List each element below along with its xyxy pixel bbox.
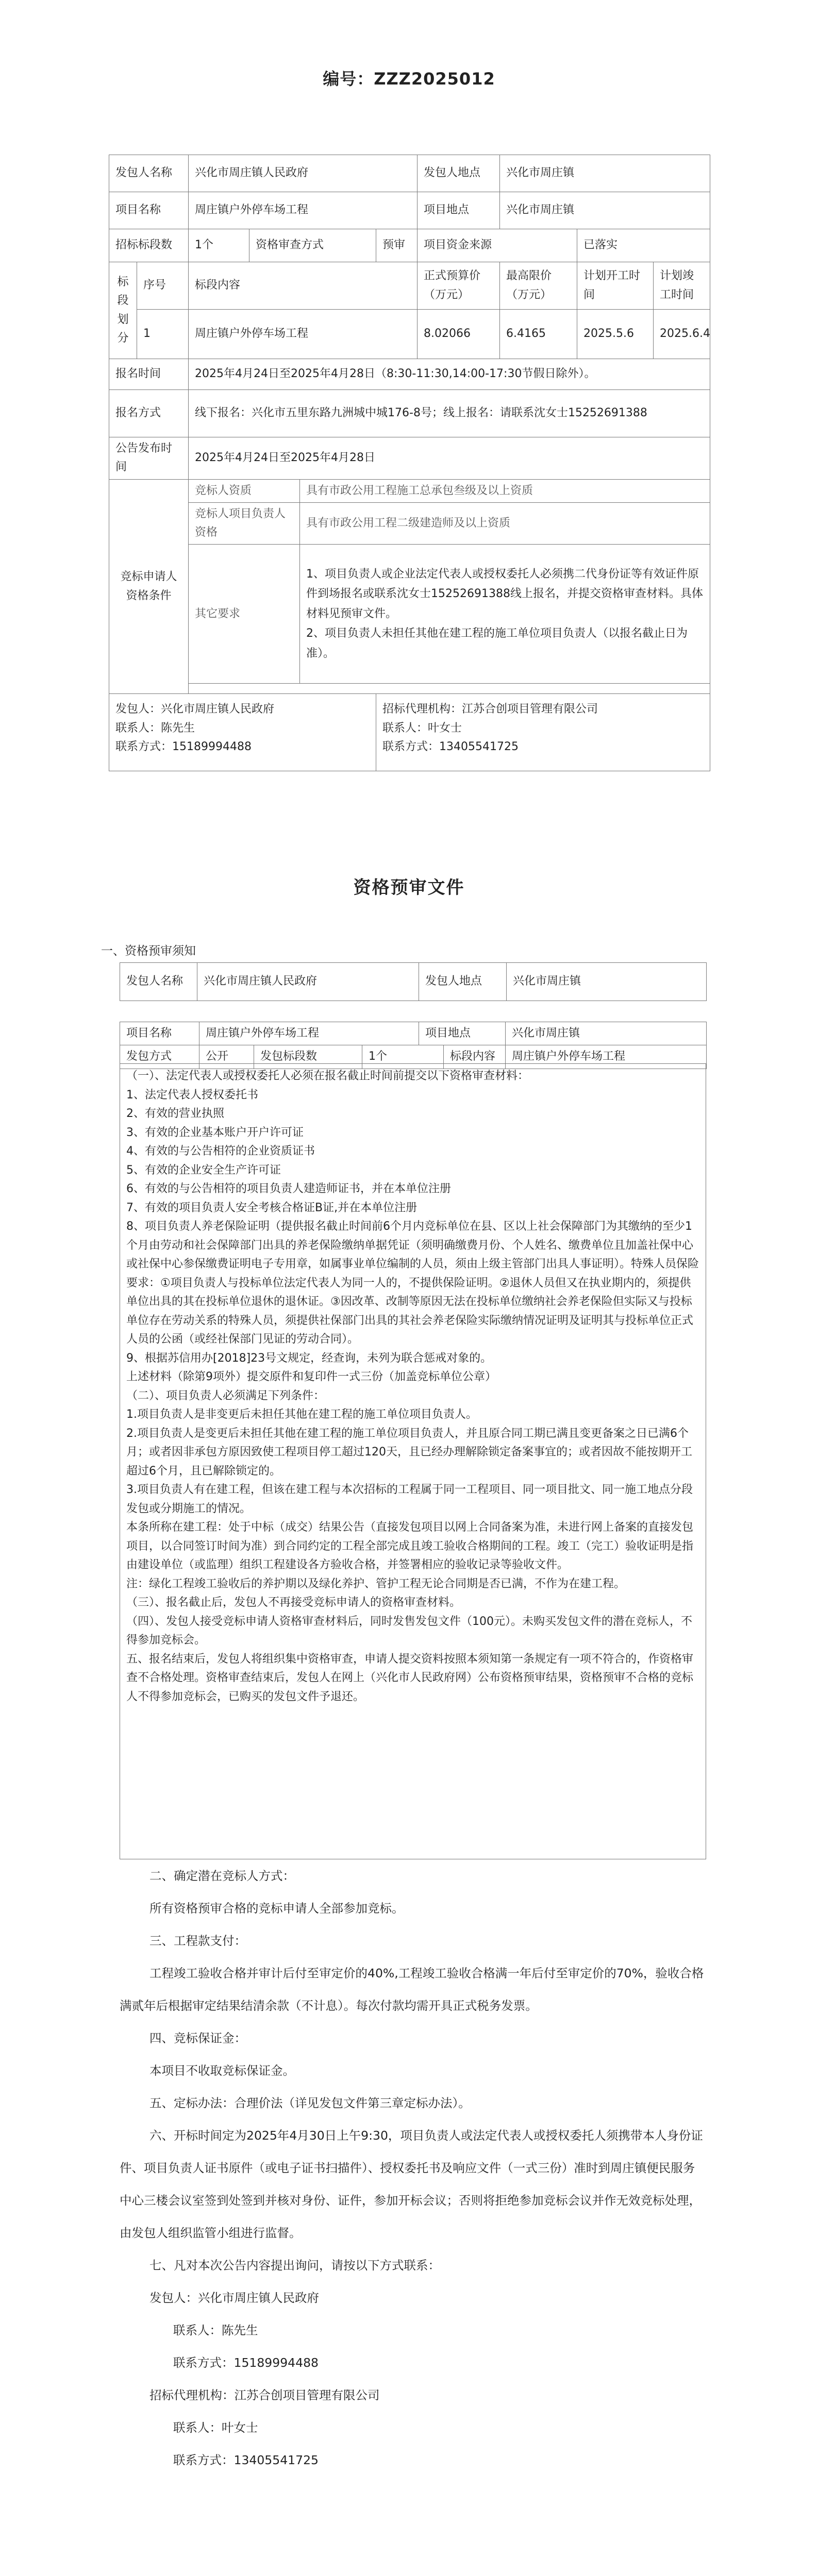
header-budget: 正式预算价（万元） bbox=[418, 262, 500, 310]
t3-project-name-label: 项目名称 bbox=[120, 1022, 199, 1045]
tail-paragraph: 六、开标时间定为2025年4月30日上午9:30，项目负责人或法定代表人或授权委托人须携带本人身份证件、项目负责人证书原件（或电子证书扫描件）、授权委托书及响应文件（一式三份）准时到周庄镇便民服务中心三楼会议室签到处签到并核对身份、证件，参加开标会议；否则将拒绝参加竞标会议并作无效竞标处理，由发包人组织监管小组进行监督。 bbox=[120, 2128, 703, 2240]
project-location-value: 兴化市周庄镇 bbox=[500, 192, 710, 229]
t2-employer-value: 兴化市周庄镇人民政府 bbox=[197, 963, 419, 1001]
review-method-label: 资格审查方式 bbox=[249, 229, 376, 262]
signup-method-label: 报名方式 bbox=[109, 390, 189, 437]
requirement-line: 3.项目负责人有在建工程，但该在建工程与本次招标的工程属于同一工程项目、同一项目批文、同一施工地点分段发包或分期施工的情况。 bbox=[126, 1483, 693, 1515]
t3-project-location-value: 兴化市周庄镇 bbox=[506, 1022, 707, 1045]
requirement-line: （三）、报名截止后，发包人不再接受竞标申请人的资格审查材料。 bbox=[126, 1596, 461, 1609]
document-number: 编号：ZZZ2025012 bbox=[323, 69, 495, 89]
fund-source-value: 已落实 bbox=[577, 229, 710, 262]
requirement-line: 4、有效的与公告相符的企业资质证书 bbox=[126, 1145, 315, 1158]
header-end: 计划竣工时间 bbox=[654, 262, 710, 310]
requirement-line: 上述材料（除第9项外）提交原件和复印件一式三份（加盖竞标单位公章） bbox=[126, 1370, 496, 1383]
signup-method-value: 线下报名：兴化市五里东路九洲城中城176-8号；线上报名：请联系沈女士15252691388 bbox=[189, 390, 710, 437]
lot-division-label: 标段划分 bbox=[109, 262, 137, 359]
header-content: 标段内容 bbox=[189, 262, 418, 310]
requirement-line: 五、报名结束后，发包人将组织集中资格审查，申请人提交资料按照本须知第一条规定有一项不符合的，作资格审查不合格处理。资格审查结束后，发包人在网上（兴化市人民政府网）公布资格预审结果，资格预审不合格的竞标人不得参加竞标会，已购买的发包文件予退还。 bbox=[126, 1652, 694, 1703]
tail-paragraph: 所有资格预审合格的竞标申请人全部参加竞标。 bbox=[149, 1901, 404, 1916]
requirement-line: 6、有效的与公告相符的项目负责人建造师证书，并在本单位注册 bbox=[126, 1182, 451, 1195]
lot-seq: 1 bbox=[137, 310, 189, 359]
t3-project-name-value: 周庄镇户外停车场工程 bbox=[199, 1022, 419, 1045]
requirement-line: 1.项目负责人是非变更后未担任其他在建工程的施工单位项目负责人。 bbox=[126, 1408, 477, 1421]
employer-location-value: 兴化市周庄镇 bbox=[500, 155, 710, 192]
requirement-line: 9、根据苏信用办[2018]23号文规定，经查询，未列为联合惩戒对象的。 bbox=[126, 1351, 492, 1365]
signup-time-label: 报名时间 bbox=[109, 359, 189, 390]
prequal-tail-section bbox=[120, 1860, 706, 2477]
project-location-label: 项目地点 bbox=[418, 192, 500, 229]
lot-count-label: 招标标段数 bbox=[109, 229, 189, 262]
contact-left bbox=[109, 694, 376, 771]
lot-budget: 8.02066 bbox=[418, 310, 500, 359]
bidder-qual-label: 竞标人资质 bbox=[189, 479, 300, 502]
prequal-title: 资格预审文件 bbox=[353, 877, 465, 898]
t3-contract-value: 公开 bbox=[199, 1045, 254, 1069]
bidder-qual-value: 具有市政公用工程施工总承包叁级及以上资质 bbox=[300, 479, 710, 502]
t3-lot-content-label: 标段内容 bbox=[444, 1045, 506, 1069]
requirement-line: （一）、法定代表人或授权委托人必须在报名截止时间前提交以下资格审查材料： bbox=[126, 1070, 529, 1082]
tail-paragraph: 联系人：叶女士 bbox=[173, 2420, 258, 2435]
contact-agency-person: 联系人：叶女士 bbox=[382, 721, 462, 735]
employer-value: 兴化市周庄镇人民政府 bbox=[189, 155, 418, 192]
project-name-value: 周庄镇户外停车场工程 bbox=[189, 192, 418, 229]
signup-time-value: 2025年4月24日至2025年4月28日（8:30-11:30,14:00-17:30节假日除外）。 bbox=[189, 359, 710, 390]
spacer-cell bbox=[189, 684, 710, 694]
lot-cap: 6.4165 bbox=[500, 310, 577, 359]
t2-location-value: 兴化市周庄镇 bbox=[507, 963, 707, 1001]
contact-employer-phone: 联系方式：15189994488 bbox=[115, 740, 252, 754]
t3-contract-label: 发包方式 bbox=[120, 1045, 199, 1069]
requirement-line: 8、项目负责人养老保险证明（提供报名截止时间前6个月内竞标单位在县、区以上社会保障部门为其缴纳的至少1个月由劳动和社会保障部门出具的养老保险缴纳单据凭证（须明确缴费月份、个人姓名、缴费单位且加盖社保中心或社保中心参保缴费证明电子专用章，如属事业单位编制的人员，须由上级主管部门出具人事证明）。特殊人员保险要求：①项目负责人与投标单位法定代表人为同一人的，不提供保险证明。②退休人员但又在执业期内的，须提供单位出具的其在投标单位退休的退休证。③因改革、改制等原因无法在投标单位缴纳社会养老保险但实际又与投标单位存在劳动关系的特殊人员，须提供社保部门出具的其社会养老保险实际缴纳情况证明及证明其与投标单位正式人员的公函（或经社保部门见证的劳动合同）。 bbox=[126, 1220, 699, 1346]
tail-paragraph: 联系方式：15189994488 bbox=[173, 2355, 319, 2370]
contact-agency-phone: 联系方式：13405541725 bbox=[382, 740, 519, 754]
t2-employer-label: 发包人名称 bbox=[120, 963, 197, 1001]
requirement-line: （四）、发包人接受竞标申请人资格审查材料后，同时发售发包文件（100元）。未购买发包文件的潜在竞标人，不得参加竞标会。 bbox=[126, 1615, 692, 1647]
requirement-line: 注：绿化工程竣工验收后的养护期以及绿化养护、管护工程无论合同期是否已满，不作为在建工程。 bbox=[126, 1577, 626, 1590]
contact-employer-person: 联系人：陈先生 bbox=[115, 721, 195, 735]
header-start: 计划开工时间 bbox=[577, 262, 654, 310]
tail-paragraph: 本项目不收取竞标保证金。 bbox=[149, 2063, 295, 2078]
contact-employer: 发包人：兴化市周庄镇人民政府 bbox=[115, 703, 275, 716]
requirement-line: 5、有效的企业安全生产许可证 bbox=[126, 1163, 281, 1177]
other-req-label: 其它要求 bbox=[189, 545, 300, 684]
pm-qual-label: 竞标人项目负责人资格 bbox=[189, 502, 300, 545]
qualification-label: 竞标申请人资格条件 bbox=[109, 479, 189, 694]
requirement-line: 2、有效的营业执照 bbox=[126, 1107, 224, 1120]
requirement-line: 1、法定代表人授权委托书 bbox=[126, 1088, 258, 1101]
tail-paragraph: 发包人：兴化市周庄镇人民政府 bbox=[149, 2291, 319, 2305]
pm-qual-value: 具有市政公用工程二级建造师及以上资质 bbox=[300, 502, 710, 545]
requirement-line: 3、有效的企业基本账户开户许可证 bbox=[126, 1126, 304, 1139]
header-seq: 序号 bbox=[137, 262, 189, 310]
tail-paragraph: 七、凡对本次公告内容提出询问，请按以下方式联系： bbox=[149, 2258, 440, 2273]
requirement-line: 本条所称在建工程：处于中标（成交）结果公告（直接发包项目以网上合同备案为准，未进行网上备案的直接发包项目，以合同签订时间为准）到合同约定的工程全部完成且竣工验收合格期间的工程。竣工（完工）验收证明是指由建设单位（或监理）组织工程建设各方验收合格，并签署相应的验收记录等验收文件。 bbox=[126, 1521, 694, 1571]
publish-period-value: 2025年4月24日至2025年4月28日 bbox=[189, 437, 710, 480]
t3-lot-content-value: 周庄镇户外停车场工程 bbox=[506, 1045, 707, 1069]
employer-label: 发包人名称 bbox=[109, 155, 189, 192]
requirement-line: （二）、项目负责人必须满足下列条件： bbox=[126, 1389, 325, 1402]
prequal-employer-table bbox=[120, 962, 707, 1001]
tail-paragraph: 联系方式：13405541725 bbox=[173, 2453, 319, 2467]
other-req-2: 2、项目负责人未担任其他在建工程的施工单位项目负责人（以报名截止日为准）。 bbox=[306, 627, 688, 660]
header-cap: 最高限价（万元） bbox=[500, 262, 577, 310]
t3-project-location-label: 项目地点 bbox=[419, 1022, 506, 1045]
lot-start: 2025.5.6 bbox=[577, 310, 654, 359]
fund-source-label: 项目资金来源 bbox=[418, 229, 577, 262]
prequal-project-table bbox=[120, 1022, 707, 1069]
tail-paragraph: 招标代理机构：江苏合创项目管理有限公司 bbox=[149, 2388, 380, 2402]
other-req-1: 1、项目负责人或企业法定代表人或授权委托人必须携二代身份证等有效证件原件到场报名或联系沈女士15252691388线上报名，并提交资格审查材料。具体材料见预审文件。 bbox=[306, 567, 703, 620]
review-method-value: 预审 bbox=[376, 229, 418, 262]
project-name-label: 项目名称 bbox=[109, 192, 189, 229]
tail-paragraph: 联系人：陈先生 bbox=[173, 2323, 258, 2337]
t3-lot-count-label: 发包标段数 bbox=[254, 1045, 362, 1069]
t2-location-label: 发包人地点 bbox=[419, 963, 507, 1001]
other-req-value bbox=[300, 545, 710, 684]
employer-location-label: 发包人地点 bbox=[418, 155, 500, 192]
lot-content: 周庄镇户外停车场工程 bbox=[189, 310, 418, 359]
tail-paragraph: 工程竣工验收合格并审计后付至审定价的40%,工程竣工验收合格满一年后付至审定价的70%，验收合格满贰年后根据审定结果结清余款（不计息）。每次付款均需开具正式税务发票。 bbox=[120, 1966, 704, 2013]
t3-lot-count-value: 1个 bbox=[362, 1045, 444, 1069]
summary-table bbox=[109, 155, 710, 771]
tail-paragraph: 四、竞标保证金： bbox=[149, 2031, 246, 2045]
requirement-line: 7、有效的项目负责人安全考核合格证B证,并在本单位注册 bbox=[126, 1201, 418, 1214]
tail-paragraph: 五、定标办法：合理价法（详见发包文件第三章定标办法）。 bbox=[149, 2096, 471, 2110]
tail-paragraph: 二、确定潜在竞标人方式： bbox=[149, 1869, 295, 1883]
contact-agency: 招标代理机构：江苏合创项目管理有限公司 bbox=[382, 703, 598, 716]
tail-paragraph: 三、工程款支付： bbox=[149, 1934, 246, 1948]
lot-end: 2025.6.4 bbox=[654, 310, 710, 359]
lot-count-value: 1个 bbox=[189, 229, 249, 262]
requirement-line: 2.项目负责人是变更后未担任其他在建工程的施工单位项目负责人，并且原合同工期已满且变更备案之日已满6个月；或者因非承包方原因致使工程项目停工超过120天，且已经办理解除锁定备案事宜的；或者因故不能按期开工超过6个月，且已解除锁定的。 bbox=[126, 1427, 692, 1478]
publish-period-label: 公告发布时间 bbox=[109, 437, 189, 480]
prequal-section-1: 一、资格预审须知 bbox=[101, 944, 196, 958]
prequal-requirements-box bbox=[120, 1063, 706, 1859]
contact-right bbox=[376, 694, 710, 771]
